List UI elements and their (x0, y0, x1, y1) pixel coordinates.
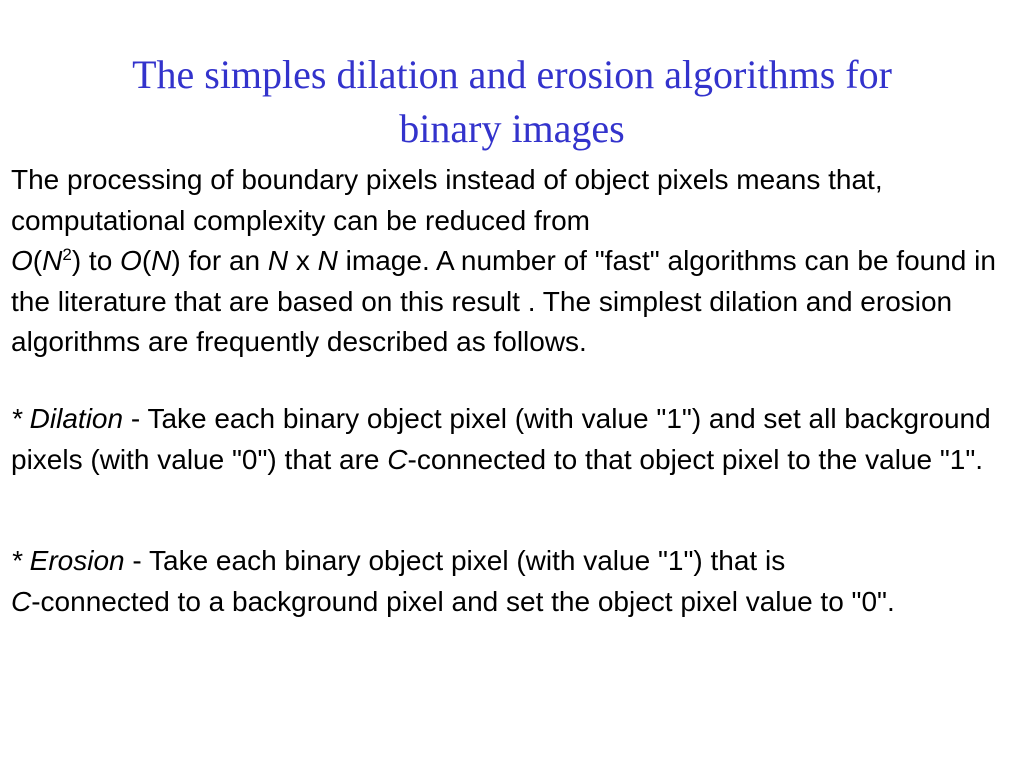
big-o-symbol: O (11, 245, 33, 276)
intro-paragraph (11, 160, 1001, 363)
intro-text-1: The processing of boundary pixels instead of object pixels means that, computational complexity can be reduced from (11, 164, 883, 236)
erosion-term: * Erosion (11, 545, 125, 576)
paren-close-to: ) to (71, 245, 121, 276)
c-symbol: C (11, 585, 32, 617)
slide-title-line-1: The simples dilation and erosion algorithms for (132, 52, 892, 97)
erosion-paragraph (11, 541, 1001, 622)
dilation-text-2: -connected to that object pixel to the value "1". (407, 443, 984, 475)
slide-title (40, 48, 984, 156)
paren-open: ( (141, 245, 152, 276)
c-symbol: C (387, 443, 408, 475)
n-symbol: N (151, 245, 172, 276)
n-symbol: N (42, 245, 63, 276)
n-symbol: N (317, 245, 338, 276)
dilation-text-1: - Take each binary object pixel (with value "1") and set all background pixels (with value "0") that are (11, 403, 991, 475)
times-sign: x (288, 245, 318, 276)
erosion-text-1: - Take each binary object pixel (with value "1") that is (124, 545, 786, 576)
dilation-paragraph (11, 399, 1001, 480)
slide-title-line-2: binary images (399, 106, 625, 151)
paren-close-for: ) for an (171, 245, 268, 276)
big-o-symbol: O (120, 245, 142, 276)
paren-open: ( (32, 245, 43, 276)
dilation-term: * Dilation (11, 403, 124, 434)
intro-text-2: image. A number of "fast" algorithms can be found in the literature that are based on this result . The simplest dilation and erosion algorithms are frequently described as follows. (11, 245, 996, 357)
exponent: 2 (62, 245, 72, 264)
n-symbol: N (267, 245, 289, 276)
erosion-text-2: -connected to a background pixel and set the object pixel value to "0". (31, 585, 895, 617)
